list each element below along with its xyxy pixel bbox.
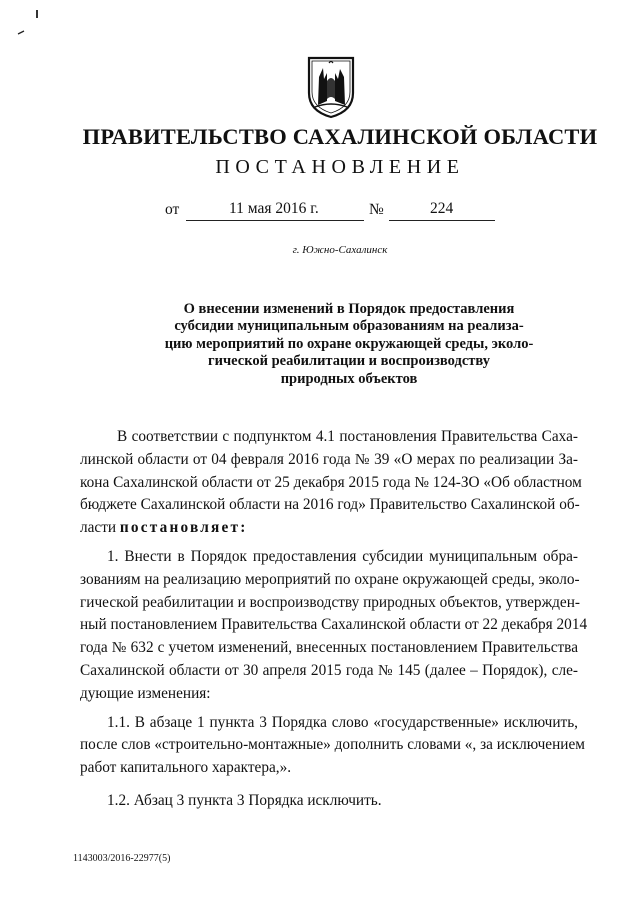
body-line: 1.1. В абзаце 1 пункта 3 Порядка слово «государственные» исключить, [107, 713, 578, 731]
heading-line: гической реабилитации и воспроизводству [208, 353, 490, 370]
number-underline [389, 220, 495, 221]
number-label: № [369, 201, 384, 218]
scan-mark [18, 31, 24, 34]
body-line: линской области от 04 февраля 2016 года № 39 «О мерах по реализации За- [80, 450, 578, 468]
body-line: ный постановлением Правительства Сахалинской области от 22 декабря 2014 [80, 616, 588, 634]
government-title: ПРАВИТЕЛЬСТВО САХАЛИНСКОЙ ОБЛАСТИ [82, 124, 598, 149]
coat-of-arms-icon [305, 55, 357, 119]
body-line: В соответствии с подпунктом 4.1 постановления Правительства Саха- [117, 428, 578, 445]
body-line [80, 517, 578, 540]
date-underline [186, 220, 364, 221]
document-code: 1143003/2016-22977(5) [73, 853, 171, 864]
scan-mark [36, 10, 38, 18]
document-meta-row [0, 198, 640, 228]
heading-line: природных объектов [280, 370, 418, 387]
document-body [80, 426, 588, 813]
body-line: зованиям на реализацию мероприятий по охране окружающей среды, эколо- [80, 570, 580, 588]
heading-line: О внесении изменений в Порядок предоставления [183, 301, 515, 317]
body-line: года № 632 с учетом изменений, внесенных постановлением Правительства [80, 639, 578, 657]
body-line: после слов «строительно-монтажные» дополнить словами «, за исключением [80, 736, 585, 754]
city-label: г. Южно-Сахалинск [292, 244, 388, 256]
document-type: ПОСТАНОВЛЕНИЕ [215, 156, 465, 178]
body-line: кона Сахалинской области от 25 декабря 2015 года № 124-ЗО «Об областном [80, 473, 582, 491]
body-line: 1. Внести в Порядок предоставления субсидии муниципальным обра- [107, 547, 578, 565]
decree-prefix: ласти [80, 519, 120, 537]
body-line: Сахалинской области от 30 апреля 2015 года № 145 (далее – Порядок), сле- [80, 661, 578, 679]
document-heading [160, 301, 538, 388]
document-number: 224 [430, 200, 454, 217]
heading-line: субсидии муниципальным образованиям на реализа- [174, 318, 524, 335]
from-label: от [165, 201, 180, 218]
body-line: гической реабилитации и воспроизводству природных объектов, утвержден- [80, 593, 580, 611]
scan-marks [0, 0, 640, 60]
document-date: 11 мая 2016 г. [229, 200, 319, 217]
body-line: 1.2. Абзац 3 пункта 3 Порядка исключить. [107, 791, 382, 809]
body-line: дующие изменения: [80, 684, 211, 702]
body-line: бюджете Сахалинской области на 2016 год» Правительство Сахалинской об- [80, 496, 580, 514]
body-line: работ капитального характера,». [80, 759, 292, 777]
heading-line: цию мероприятий по охране окружающей среды, эколо- [164, 335, 534, 352]
decree-word: постановляет: [119, 519, 248, 537]
